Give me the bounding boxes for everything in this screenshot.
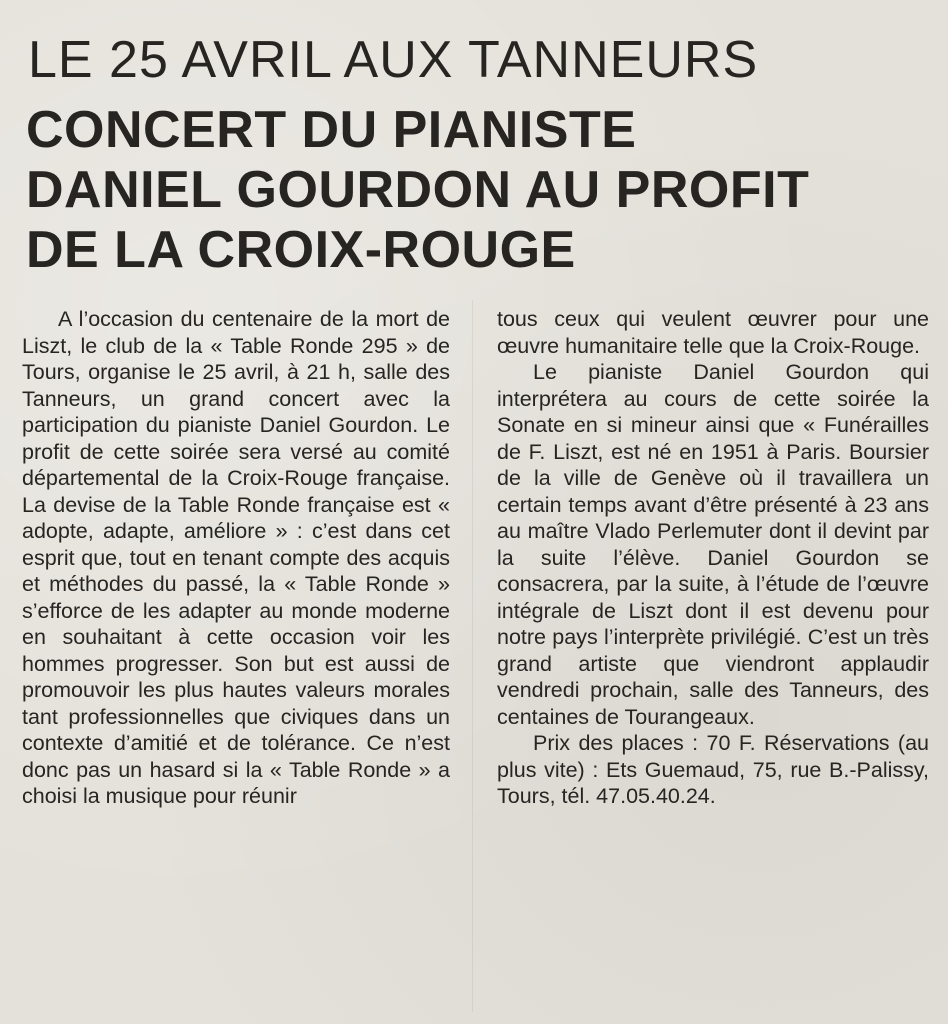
headline-line: DE LA CROIX-ROUGE: [26, 221, 576, 279]
article-paragraph: A l’occasion du centenaire de la mort de Liszt, le club de la « Table Ronde 295 » de Tours, organise le 25 avril, à 21 h, salle des Tanneurs, un grand concert avec la participation du pianiste Daniel Gourdon. Le profit de cette soirée sera versé au comité départemental de la Croix-Rouge française. La devise de la Table Ronde française est « adopte, adapte, améliore » : c’est dans cet esprit que, tout en tenant compte des acquis et méthodes du passé, la « Table Ronde » s’efforce de les adapter au monde moderne en souhaitant à cette occasion voir les hommes progresser. Son but est aussi de promouvoir les plus hautes valeurs morales tant professionnelles que civiques dans un contexte d’amitié et de tolérance. Ce n’est donc pas un hasard si la « Table Ronde » a choisi la musique pour réunir: [22, 307, 450, 808]
article-paragraph: Le pianiste Daniel Gourdon qui interprétera au cours de cette soirée la Sonate en si mineur ainsi que « Funérailles de F. Liszt, est né en 1951 à Paris. Boursier de la ville de Genève où il travaillera un certain temps avant d’être présenté à 23 ans au maître Vlado Perlemuter dont il devint par la suite l’élève. Daniel Gourdon se consacrera, par la suite, à l’étude de l’œuvre intégrale de Liszt dont il est devenu pour notre pays l’interprète privilégié. C’est un très grand artiste que viendront applaudir vendredi prochain, salle des Tanneurs, des centaines de Tourangeaux.: [497, 360, 929, 729]
article-column-left: [22, 306, 450, 810]
article-paragraph: tous ceux qui veulent œuvrer pour une œuvre humanitaire telle que la Croix-Rouge.: [497, 307, 929, 358]
column-divider: [472, 300, 473, 1012]
headline-line: CONCERT DU PIANISTE: [26, 101, 637, 159]
article-kicker: LE 25 AVRIL AUX TANNEURS: [28, 31, 759, 89]
article-headline: [26, 100, 941, 280]
article-paragraph: Prix des places : 70 F. Réservations (au plus vite) : Ets Guemaud, 75, rue B.-Palissy, Tours, tél. 47.05.40.24.: [497, 731, 929, 808]
headline-line: DANIEL GOURDON AU PROFIT: [26, 161, 810, 219]
article-column-right: [497, 306, 929, 810]
